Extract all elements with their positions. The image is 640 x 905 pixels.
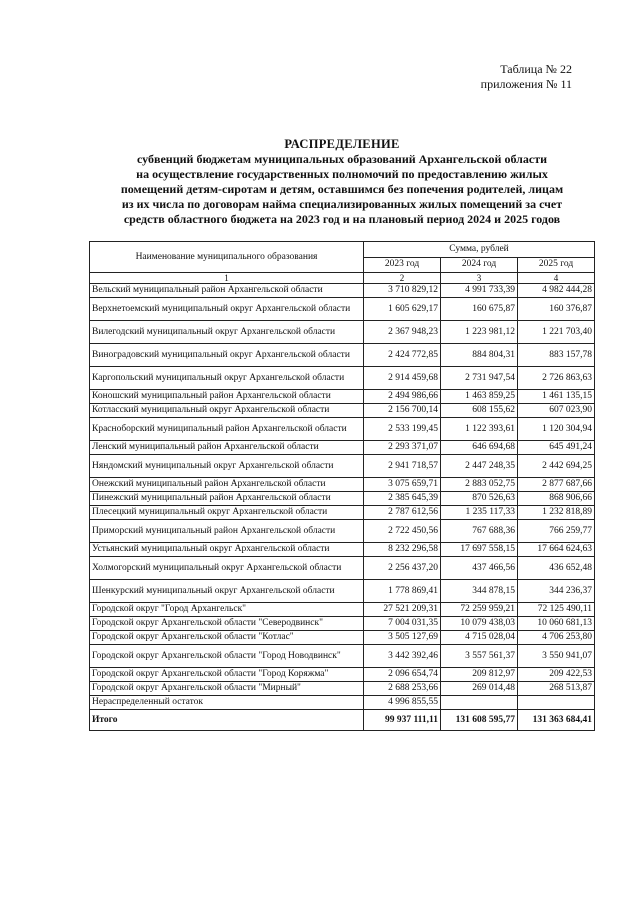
amount-2023: 2 722 450,56 [364,520,441,543]
amount-2025: 2 442 694,25 [518,455,595,478]
amount-2024: 10 079 438,03 [441,617,518,631]
amount-2024: 17 697 558,15 [441,543,518,557]
amount-2025: 344 236,37 [518,580,595,603]
municipality-name: Коношский муниципальный район Архангельской области [90,390,364,404]
table-row [90,321,595,344]
municipality-name: Няндомский муниципальный округ Архангельской области [90,455,364,478]
amount-2024: 767 688,36 [441,520,518,543]
table-row [90,298,595,321]
table-row [90,668,595,682]
amount-2024: 646 694,68 [441,441,518,455]
amount-2023: 7 004 031,35 [364,617,441,631]
municipality-name: Городской округ Архангельской области "Город Коряжма" [90,668,364,682]
amount-2024: 209 812,97 [441,668,518,682]
amount-2023: 3 505 127,69 [364,631,441,645]
table-row [90,441,595,455]
amount-2024: 2 883 052,75 [441,478,518,492]
table-row [90,682,595,696]
amount-2024: 3 557 561,37 [441,645,518,668]
table-reference [481,62,572,92]
amount-2024: 1 122 393,61 [441,418,518,441]
amount-2024: 2 447 248,35 [441,455,518,478]
total-2025: 131 363 684,41 [518,710,595,731]
amount-2025: 160 376,87 [518,298,595,321]
amount-2024: 437 466,56 [441,557,518,580]
municipality-name: Ленский муниципальный район Архангельской области [90,441,364,455]
table-row [90,543,595,557]
municipality-name: Плесецкий муниципальный округ Архангельской области [90,506,364,520]
table-row [90,455,595,478]
table-row [90,418,595,441]
municipality-name: Виноградовский муниципальный округ Архангельской области [90,344,364,367]
amount-2023: 2 367 948,23 [364,321,441,344]
amount-2025: 1 221 703,40 [518,321,595,344]
amount-2025: 4 706 253,80 [518,631,595,645]
amount-2025: 1 120 304,94 [518,418,595,441]
municipality-name: Вилегодский муниципальный округ Архангельской области [90,321,364,344]
amount-2025: 2 877 687,66 [518,478,595,492]
municipality-name: Вельский муниципальный район Архангельской области [90,284,364,298]
amount-2024: 870 526,63 [441,492,518,506]
amount-2025: 766 259,77 [518,520,595,543]
table-row [90,580,595,603]
amount-2025: 3 550 941,07 [518,645,595,668]
column-index: 2 [364,273,441,284]
table-row [90,520,595,543]
amount-2024 [441,696,518,710]
amount-2024: 344 878,15 [441,580,518,603]
amount-2023: 1 605 629,17 [364,298,441,321]
amount-2023: 27 521 209,31 [364,603,441,617]
amount-2024: 269 014,48 [441,682,518,696]
amount-2025 [518,696,595,710]
table-row [90,390,595,404]
table-row [90,478,595,492]
municipality-name: Городской округ "Город Архангельск" [90,603,364,617]
amount-2023: 8 232 296,58 [364,543,441,557]
column-header-year: 2024 год [441,257,518,273]
municipality-name: Городской округ Архангельской области "Мирный" [90,682,364,696]
amount-2025: 10 060 681,13 [518,617,595,631]
municipality-name: Устьянский муниципальный округ Архангельской области [90,543,364,557]
amount-2024: 1 463 859,25 [441,390,518,404]
municipality-name: Онежский муниципальный район Архангельской области [90,478,364,492]
column-index: 4 [518,273,595,284]
amount-2023: 2 533 199,45 [364,418,441,441]
total-row [90,710,595,731]
municipality-name: Красноборский муниципальный район Архангельской области [90,418,364,441]
total-2024: 131 608 595,77 [441,710,518,731]
column-index: 1 [90,273,364,284]
amount-2024: 884 804,31 [441,344,518,367]
table-row [90,631,595,645]
amount-2023: 3 442 392,46 [364,645,441,668]
title-line: помещений детям-сиротам и детям, оставшимся без попечения родителей, лицам [120,182,564,196]
amount-2023: 2 494 986,66 [364,390,441,404]
amount-2025: 17 664 624,63 [518,543,595,557]
amount-2024: 4 991 733,39 [441,284,518,298]
amount-2025: 2 726 863,63 [518,367,595,390]
table-row [90,617,595,631]
document-title [96,137,588,227]
appendix-number: приложения № 11 [480,77,572,91]
amount-2024: 608 155,62 [441,404,518,418]
table-number: Таблица № 22 [500,62,572,76]
amount-2023: 2 385 645,39 [364,492,441,506]
table-row [90,557,595,580]
column-header-year: 2025 год [518,257,595,273]
amount-2025: 72 125 490,11 [518,603,595,617]
amount-2024: 1 235 117,33 [441,506,518,520]
table-row [90,344,595,367]
municipality-name: Городской округ Архангельской области "Северодвинск" [90,617,364,631]
amount-2025: 1 461 135,15 [518,390,595,404]
amount-2024: 4 715 028,04 [441,631,518,645]
amount-2023: 2 096 654,74 [364,668,441,682]
amount-2023: 2 941 718,57 [364,455,441,478]
table-row [90,696,595,710]
amount-2024: 72 259 959,21 [441,603,518,617]
amount-2025: 1 232 818,89 [518,506,595,520]
amount-2023: 2 256 437,20 [364,557,441,580]
municipality-name: Городской округ Архангельской области "Котлас" [90,631,364,645]
table-row [90,492,595,506]
municipality-name: Пинежский муниципальный район Архангельской области [90,492,364,506]
municipality-name: Котласский муниципальный округ Архангельской области [90,404,364,418]
title-line: средств областного бюджета на 2023 год и на плановый период 2024 и 2025 годов [123,212,561,226]
table-row [90,404,595,418]
title-line: субвенций бюджетам муниципальных образований Архангельской области [136,152,548,166]
total-2023: 99 937 111,11 [364,710,441,731]
amount-2025: 607 023,90 [518,404,595,418]
table-row [90,367,595,390]
amount-2024: 1 223 981,12 [441,321,518,344]
amount-2023: 4 996 855,55 [364,696,441,710]
total-label: Итого [90,710,364,731]
municipality-name: Нераспределенный остаток [90,696,364,710]
column-index: 3 [441,273,518,284]
amount-2025: 883 157,78 [518,344,595,367]
table-row [90,284,595,298]
municipality-name: Холмогорский муниципальный округ Архангельской области [90,557,364,580]
title-line: на осуществление государственных полномочий по предоставлению жилых [136,167,548,181]
amount-2025: 4 982 444,28 [518,284,595,298]
distribution-table [89,241,595,731]
table-row [90,645,595,668]
column-header-sum: Сумма, рублей [364,242,595,258]
municipality-name: Городской округ Архангельской области "Город Новодвинск" [90,645,364,668]
amount-2023: 2 787 612,56 [364,506,441,520]
amount-2023: 2 914 459,68 [364,367,441,390]
table-row [90,603,595,617]
amount-2023: 3 710 829,12 [364,284,441,298]
amount-2023: 3 075 659,71 [364,478,441,492]
title-line: из их числа по договорам найма специализированных жилых помещений за счет [121,197,563,211]
amount-2023: 2 424 772,85 [364,344,441,367]
amount-2025: 268 513,87 [518,682,595,696]
municipality-name: Приморский муниципальный район Архангельской области [90,520,364,543]
municipality-name: Каргопольский муниципальный округ Архангельской области [90,367,364,390]
municipality-name: Шенкурский муниципальный округ Архангельской области [90,580,364,603]
amount-2023: 2 293 371,07 [364,441,441,455]
amount-2025: 868 906,66 [518,492,595,506]
amount-2023: 2 688 253,66 [364,682,441,696]
amount-2025: 209 422,53 [518,668,595,682]
title-heading: РАСПРЕДЕЛЕНИЕ [284,137,400,151]
municipality-name: Верхнетоемский муниципальный округ Архангельской области [90,298,364,321]
column-header-year: 2023 год [364,257,441,273]
amount-2025: 645 491,24 [518,441,595,455]
amount-2023: 1 778 869,41 [364,580,441,603]
column-header-name: Наименование муниципального образования [90,242,364,273]
amount-2024: 160 675,87 [441,298,518,321]
amount-2023: 2 156 700,14 [364,404,441,418]
table-row [90,506,595,520]
amount-2025: 436 652,48 [518,557,595,580]
amount-2024: 2 731 947,54 [441,367,518,390]
